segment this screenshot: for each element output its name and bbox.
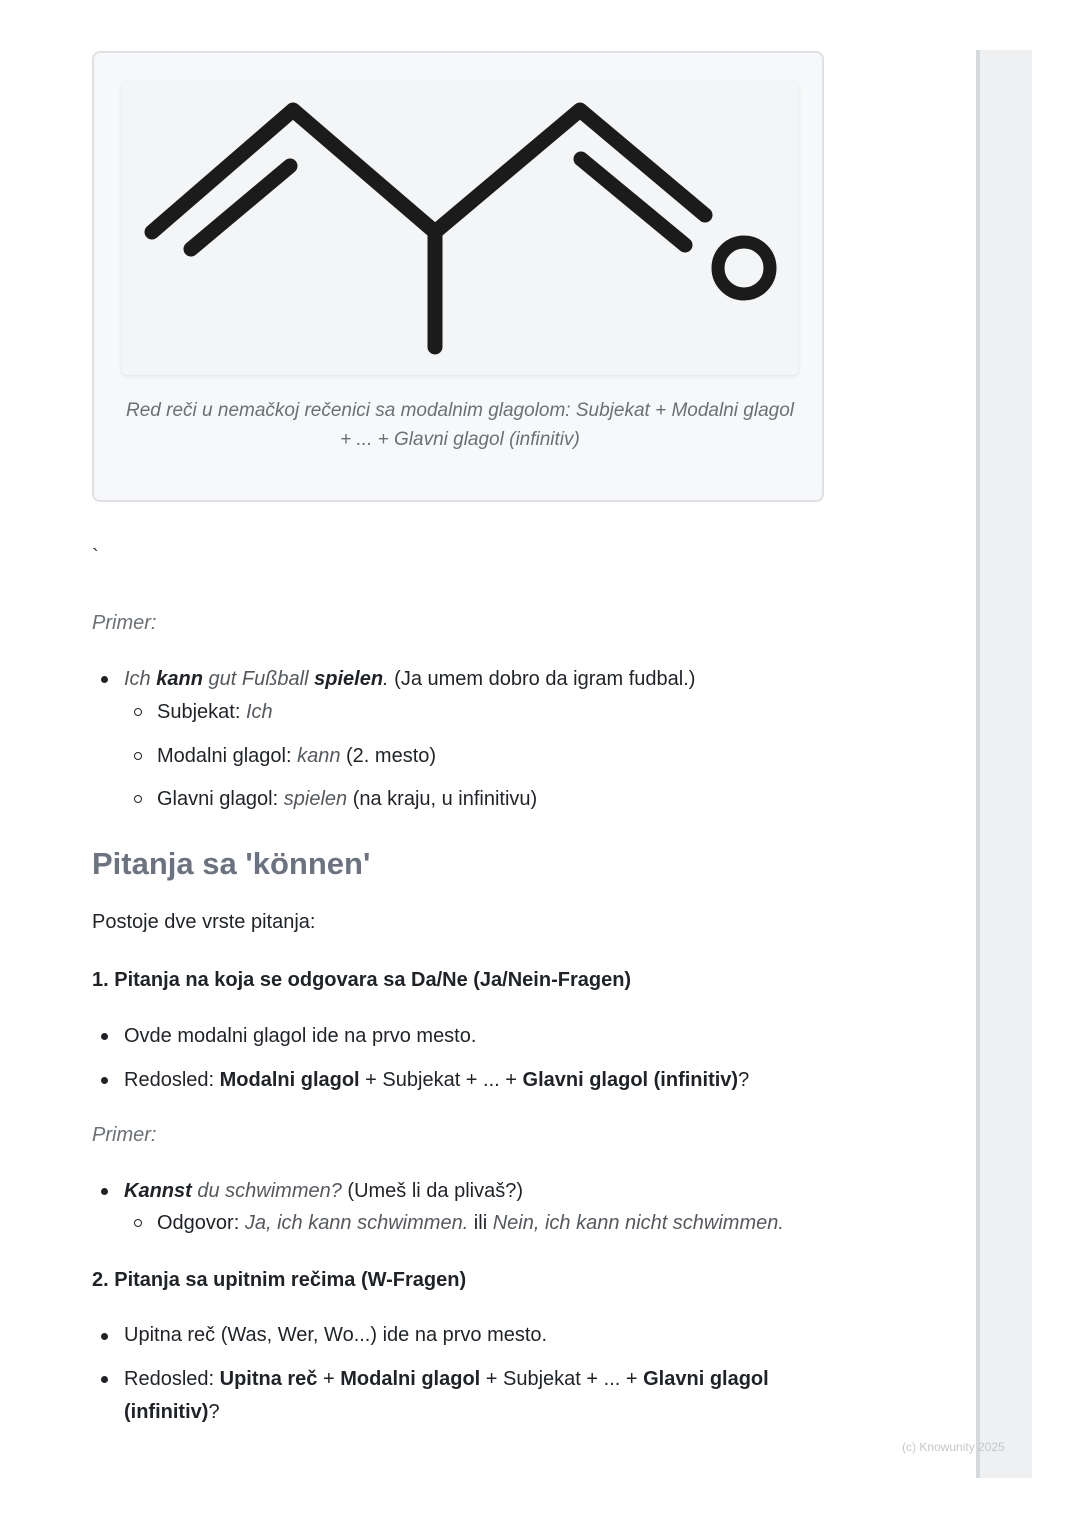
sub-item-label: Modalni glagol: bbox=[157, 745, 298, 767]
answer-yes: Ja, ich kann schwimmen. bbox=[244, 1212, 469, 1234]
q2-bullet-2-continued bbox=[124, 1398, 220, 1426]
molecule-image bbox=[122, 82, 798, 375]
text-bold: Upitna reč bbox=[219, 1368, 318, 1390]
side-panel bbox=[976, 50, 1032, 1478]
q2-title: 2. Pitanja sa upitnim rečima (W-Fragen) bbox=[92, 1269, 467, 1291]
bullet-dot bbox=[101, 1033, 108, 1040]
example-period: . bbox=[383, 668, 389, 690]
answer-or: ili bbox=[468, 1212, 493, 1234]
sub-item-value: spielen bbox=[283, 788, 348, 810]
sub-item-subject bbox=[157, 698, 273, 726]
stray-backtick: ` bbox=[92, 546, 99, 568]
text-part: + bbox=[317, 1368, 341, 1390]
intro-text: Postoje dve vrste pitanja: bbox=[92, 911, 316, 933]
example-word: Ich bbox=[124, 668, 151, 690]
q1-example bbox=[124, 1177, 523, 1205]
bullet-dot bbox=[101, 1376, 108, 1383]
answer-no: Nein, ich kann nicht schwimmen. bbox=[492, 1212, 784, 1234]
answer-label: Odgovor: bbox=[157, 1212, 245, 1234]
q1-bullet-2 bbox=[124, 1066, 749, 1094]
text-part: ? bbox=[208, 1401, 220, 1423]
example-word: gut Fußball bbox=[208, 668, 309, 690]
text-bold: Glavni glagol bbox=[643, 1368, 769, 1390]
text-bold: Modalni glagol bbox=[340, 1368, 481, 1390]
sub-item-rest: (2. mesto) bbox=[340, 745, 437, 767]
example-translation: (Umeš li da plivaš?) bbox=[341, 1180, 524, 1202]
text-part: Redosled: bbox=[124, 1368, 220, 1390]
sub-item-main-verb bbox=[157, 785, 537, 813]
bullet-dot bbox=[101, 1188, 108, 1195]
bullet-dot bbox=[101, 676, 108, 683]
bullet-circle bbox=[134, 1219, 142, 1227]
sub-item-rest: (na kraju, u infinitivu) bbox=[347, 788, 538, 810]
text-bold: Modalni glagol bbox=[219, 1069, 360, 1091]
sub-item-value: kann bbox=[297, 745, 341, 767]
primer-label: Primer: bbox=[92, 612, 157, 634]
text-bold: Glavni glagol (infinitiv) bbox=[522, 1069, 739, 1091]
example-word-bold: Kannst bbox=[124, 1180, 192, 1202]
oxygen-atom-ring bbox=[718, 242, 770, 294]
text-part: + Subjekat + ... + bbox=[480, 1368, 644, 1390]
example-word-bold: kann bbox=[156, 668, 203, 690]
q2-bullet-2 bbox=[124, 1365, 769, 1393]
bullet-circle bbox=[134, 752, 142, 760]
text-bold: (infinitiv) bbox=[124, 1401, 209, 1423]
molecule-double-bond-right bbox=[581, 159, 685, 245]
text-part: ? bbox=[738, 1069, 750, 1091]
bullet-dot bbox=[101, 1333, 108, 1340]
sub-item-value: Ich bbox=[245, 701, 273, 723]
bullet-dot bbox=[101, 1077, 108, 1084]
example-sentence bbox=[124, 665, 695, 693]
section-heading: Pitanja sa 'können' bbox=[92, 846, 371, 881]
q2-bullet-1: Upitna reč (Was, Wer, Wo...) ide na prvo mesto. bbox=[124, 1324, 548, 1346]
bullet-circle bbox=[134, 795, 142, 803]
figure-caption: Red reči u nemačkoj rečenici sa modalnim glagolom: Subjekat + Modalni glagol + ... + Glavni glagol (infinitiv) bbox=[126, 400, 794, 450]
example-word: du schwimmen? bbox=[191, 1180, 342, 1202]
text-part: + Subjekat + ... + bbox=[359, 1069, 523, 1091]
example-word-bold: spielen bbox=[314, 668, 384, 690]
molecule-drawing bbox=[122, 82, 798, 375]
q1-title: 1. Pitanja na koja se odgovara sa Da/Ne (Ja/Nein-Fragen) bbox=[92, 969, 632, 991]
sub-item-label: Glavni glagol: bbox=[157, 788, 284, 810]
q1-bullet-1: Ovde modalni glagol ide na prvo mesto. bbox=[124, 1025, 477, 1047]
text-part: Redosled: bbox=[124, 1069, 220, 1091]
example-translation: (Ja umem dobro da igram fudbal.) bbox=[388, 668, 696, 690]
primer-label: Primer: bbox=[92, 1124, 157, 1146]
sub-item-modal bbox=[157, 742, 436, 770]
footer-copyright: (c) Knowunity 2025 bbox=[902, 1440, 1005, 1454]
q1-answer bbox=[157, 1209, 784, 1237]
figure-box bbox=[92, 51, 824, 502]
bullet-circle bbox=[134, 708, 142, 716]
sub-item-label: Subjekat: bbox=[157, 701, 246, 723]
